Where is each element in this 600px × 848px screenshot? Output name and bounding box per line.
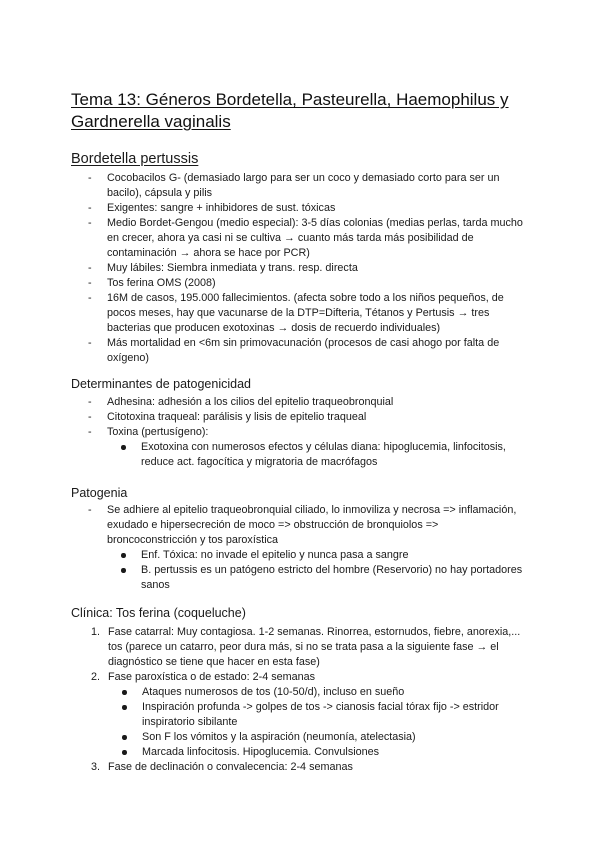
list-item: - 16M de casos, 195.000 fallecimientos. (afecta sobre todo a los niños pequeños, de pocos meses, hay que vacunarse de la DTP=Difteria, Tétanos y Pertusis → tres bacterias que producen exotoxinas → dosis de recuerdo individuales)	[73, 291, 528, 336]
sub-list-item: Marcada linfocitosis. Hipoglucemia. Convulsiones	[108, 745, 528, 760]
sub-list-item: Son F los vómitos y la aspiración (neumonía, atelectasia)	[108, 730, 528, 745]
clinica-list	[73, 625, 528, 775]
list-number: 2.	[91, 671, 101, 683]
section-heading-determinantes: Determinantes de patogenicidad	[71, 377, 251, 391]
document-title: Tema 13: Géneros Bordetella, Pasteurella, Haemophilus y Gardnerella vaginalis	[71, 90, 509, 131]
list-item-text: Toxina (pertusígeno):	[107, 426, 209, 438]
list-item-text: Se adhiere al epitelio traqueobronquial ciliado, lo inmoviliza y necrosa => inflamación, exudado e hipersecreción de moco => obstrucción de bronquiolos => broncoconstricción y tos paroxística	[107, 504, 517, 546]
list-number: 3.	[91, 761, 101, 773]
sub-list-item: Enf. Tóxica: no invade el epitelio y nunca pasa a sangre	[107, 548, 528, 563]
section-heading-clinica: Clínica: Tos ferina (coqueluche)	[71, 606, 246, 620]
list-item: - Adhesina: adhesión a los cilios del epitelio traqueobronquial	[73, 395, 528, 410]
toxina-sublist	[107, 440, 528, 470]
list-item: - Medio Bordet-Gengou (medio especial): 3-5 días colonias (medias perlas, tarda mucho en crecer, ahora ya casi ni se cultiva → cuanto más tarda más posibilidad de contaminación → ahora se hace por PCR)	[73, 216, 528, 261]
list-item: - Tos ferina OMS (2008)	[73, 276, 528, 291]
list-item: - Cocobacilos G- (demasiado largo para ser un coco y demasiado corto para ser un bacilo), cápsula y pilis	[73, 171, 528, 201]
list-item-text: Fase paroxística o de estado: 2-4 semanas	[108, 671, 316, 683]
list-item	[73, 670, 528, 760]
list-item	[73, 760, 528, 775]
section-heading-patogenia: Patogenia	[71, 486, 128, 500]
list-item: - Más mortalidad en <6m sin primovacunación (procesos de casi ahogo por falta de oxígeno)	[73, 336, 528, 366]
list-item: - Citotoxina traqueal: parálisis y lisis de epitelio traqueal	[73, 410, 528, 425]
sub-list-item: Ataques numerosos de tos (10-50/d), incluso en sueño	[108, 685, 528, 700]
section-heading-bordetella: Bordetella pertussis	[71, 151, 199, 167]
patogenia-list	[73, 503, 528, 593]
list-item: - Exigentes: sangre + inhibidores de sust. tóxicas	[73, 201, 528, 216]
list-item	[73, 625, 528, 670]
list-item-text: Fase de declinación o convalecencia: 2-4 semanas	[108, 761, 353, 773]
bordetella-list	[73, 171, 528, 366]
list-number: 1.	[91, 626, 101, 638]
sub-list-item: Exotoxina con numerosos efectos y células diana: hipoglucemia, linfocitosis, reduce act. fagocítica y migratoria de macrófagos	[107, 440, 528, 470]
list-item	[73, 503, 528, 593]
patogenia-sublist	[107, 548, 528, 593]
fase-paroxistica-sublist	[108, 685, 528, 760]
list-item	[73, 425, 528, 470]
sub-list-item: B. pertussis es un patógeno estricto del hombre (Reservorio) no hay portadores sanos	[107, 563, 528, 593]
list-item-text: Fase catarral: Muy contagiosa. 1-2 semanas. Rinorrea, estornudos, fiebre, anorexia,... tos (parece un catarro, peor dura más, si no se trata pasa a la siguiente fase → el diagnóstico se tiene que hacer en esta fase)	[108, 626, 521, 668]
sub-list-item: Inspiración profunda -> golpes de tos -> cianosis facial tórax fijo -> estridor inspiratorio sibilante	[108, 700, 528, 730]
list-item: - Muy lábiles: Siembra inmediata y trans. resp. directa	[73, 261, 528, 276]
determinantes-list	[73, 395, 528, 470]
